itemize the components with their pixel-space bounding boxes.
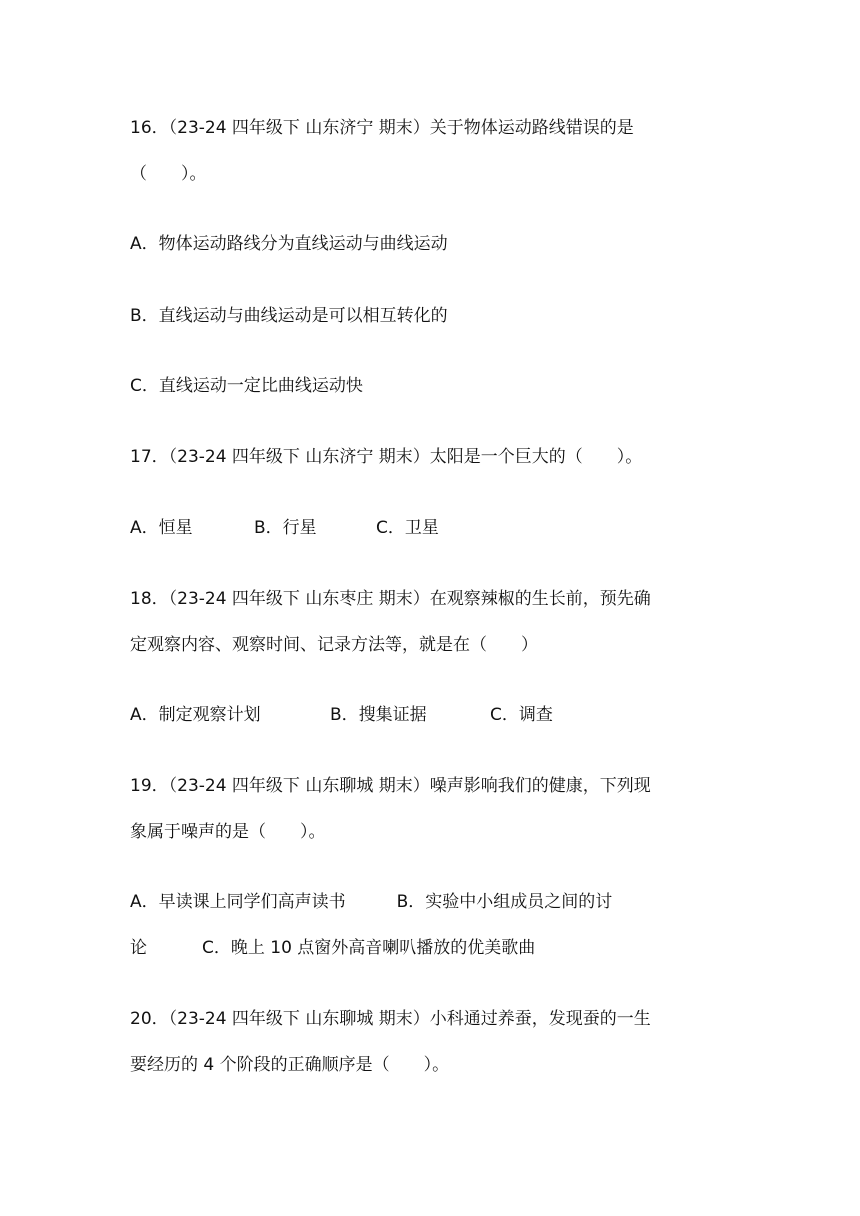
question-18-stem-line1: 18．（23-24 四年级下 山东枣庄 期末）在观察辣椒的生长前，预先确 bbox=[130, 589, 651, 609]
question-18-options bbox=[130, 703, 730, 727]
question-20-stem-line2: 要经历的 4 个阶段的正确顺序是（ ）。 bbox=[130, 1055, 450, 1075]
question-18-option-a: A．制定观察计划 bbox=[130, 705, 261, 725]
question-16-option-c: C．直线运动一定比曲线运动快 bbox=[130, 376, 363, 396]
question-19-stem-line2: 象属于噪声的是（ ）。 bbox=[130, 822, 326, 842]
question-17-options bbox=[130, 516, 730, 540]
question-20-stem-line1: 20．（23-24 四年级下 山东聊城 期末）小科通过养蚕，发现蚕的一生 bbox=[130, 1009, 651, 1029]
question-18-option-b: B．搜集证据 bbox=[330, 705, 427, 725]
question-19-option-b-continuation: 论 bbox=[130, 938, 147, 958]
question-18-option-c: C．调查 bbox=[490, 705, 553, 725]
question-19-options-line2 bbox=[130, 936, 730, 960]
question-17-option-b: B．行星 bbox=[254, 518, 317, 538]
question-17-option-c: C．卫星 bbox=[376, 518, 439, 538]
question-17-option-a: A．恒星 bbox=[130, 518, 193, 538]
question-16-option-b: B．直线运动与曲线运动是可以相互转化的 bbox=[130, 306, 448, 326]
question-19-option-c: C．晚上 10 点窗外高音喇叭播放的优美歌曲 bbox=[202, 938, 536, 958]
question-19-options-line1: A．早读课上同学们高声读书 B．实验中小组成员之间的讨 bbox=[130, 892, 613, 912]
question-18-stem-line2: 定观察内容、观察时间、记录方法等，就是在（ ） bbox=[130, 635, 538, 655]
question-17-stem: 17．（23-24 四年级下 山东济宁 期末）太阳是一个巨大的（ ）。 bbox=[130, 447, 643, 467]
question-16-stem-line1: 16．（23-24 四年级下 山东济宁 期末）关于物体运动路线错误的是 bbox=[130, 118, 634, 138]
question-19-stem-line1: 19．（23-24 四年级下 山东聊城 期末）噪声影响我们的健康，下列现 bbox=[130, 776, 651, 796]
question-16-stem-line2: （ ）。 bbox=[130, 164, 207, 184]
question-16-option-a: A．物体运动路线分为直线运动与曲线运动 bbox=[130, 234, 448, 254]
